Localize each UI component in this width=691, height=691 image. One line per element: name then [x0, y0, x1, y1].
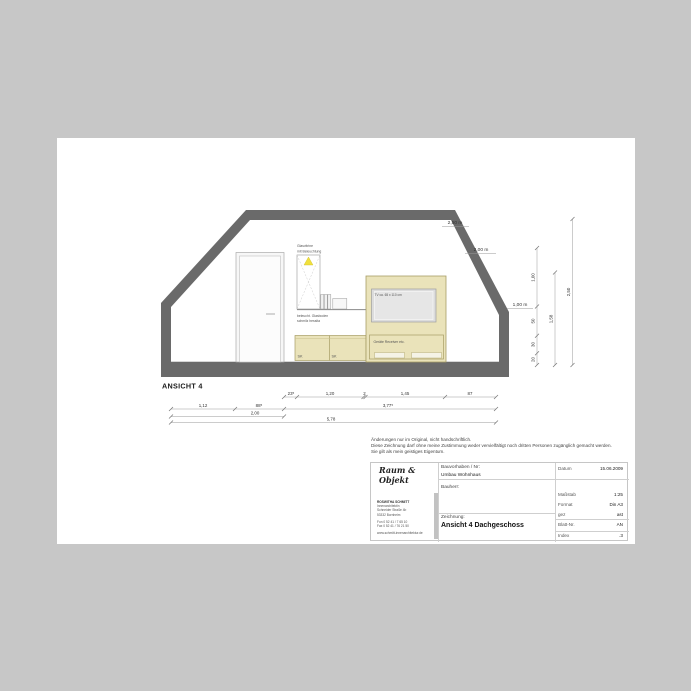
datum-value: 15.06.2009 [600, 465, 623, 471]
gez-label: gez [558, 512, 566, 517]
hdim-87: 87 [467, 390, 473, 396]
bauherr-label: Bauherr: [441, 484, 460, 490]
hdim-120: 1,20 [325, 390, 335, 396]
drawing-sheet [57, 138, 635, 544]
blatt-value: AN [616, 521, 623, 527]
sideboard-label-left: SK [297, 354, 303, 359]
sideboard [295, 336, 366, 361]
divider [438, 479, 629, 480]
vdim-seg-30: 30 [530, 342, 536, 347]
tv-size-label: TV ca. 65 x 110 cm [374, 293, 402, 297]
hdim-377-5: 3,77⁵ [382, 402, 394, 408]
firm-logo: Raum & Objekt [379, 465, 416, 485]
index-label: Index [558, 533, 570, 538]
devices-label: Geräte Receiver etc. [373, 340, 405, 344]
view-title: ANSICHT 4 [162, 381, 203, 391]
floor-slab [161, 362, 509, 377]
hdim-88-5: 88⁵ [255, 402, 263, 408]
hdim-112: 1,12 [198, 402, 208, 408]
height-label-100: 1,00 m [512, 303, 528, 308]
height-label-200: 2,00 m [473, 248, 489, 253]
firm-website: www.schmitt-innenarchitektur.de [377, 531, 423, 536]
divider [438, 513, 555, 514]
hdim-total-578: 5,78 [326, 416, 336, 422]
vdim-seg-20: 20 [530, 357, 536, 362]
massstab-label: Maßstab [558, 491, 576, 497]
vitrine-label-1: Glasvitrine [297, 244, 314, 248]
height-label-250: 2,50 m [447, 221, 463, 226]
index-value: .3 [619, 533, 623, 538]
firm-address [377, 500, 435, 535]
zeichnung-label: Zeichnung: [441, 514, 465, 520]
divider [555, 531, 629, 532]
vitrine-label-2: mit Beleuchtung [297, 249, 322, 254]
firm-line: Innenarchitektin [377, 504, 400, 509]
hdim-2: 2 [363, 390, 366, 396]
tv-wall-unit [366, 276, 446, 362]
format-label: Format [558, 502, 573, 507]
vdim-seg-50: 50 [530, 318, 536, 324]
firm-line: Schneider Straße 4b [377, 508, 407, 513]
glass-shelf-label-2: schmilz hessita [297, 319, 320, 323]
hdim-145: 1,45 [400, 390, 410, 396]
blatt-label: Blatt-Nr. [558, 521, 575, 527]
bauvorhaben-value: Umbau Wohnhaus [441, 472, 481, 478]
firm-phone: Fon 0 52 41 / 7 65 10 [377, 519, 408, 524]
note-line: Änderungen nur im Original, nicht handschriftlich. [371, 437, 472, 442]
divider [555, 519, 629, 520]
massstab-value: 1:25 [614, 491, 623, 497]
firm-line: 53332 Bornheim [377, 512, 401, 517]
note-line: Diese Zeichnung darf ohne meine Zustimmung weder vervielfältigt noch dritten Personen zugänglich gemacht werden. [371, 443, 612, 448]
firm-fax: Fax 0 52 41 / 76 21 50 [377, 524, 409, 529]
divider [438, 463, 439, 542]
firm-name: ROSWITHA SCHMITT [377, 500, 410, 504]
copyright-notes [371, 437, 687, 455]
vdim-span-250: 2,50 [566, 287, 571, 297]
gez-value: ast [616, 512, 623, 517]
vdim-span-158: 1,58 [548, 314, 554, 324]
zeichnung-value: Ansicht 4 Dachgeschoss [441, 521, 524, 529]
glass-vitrine [297, 255, 320, 309]
height-leader-lines [442, 227, 533, 309]
glass-shelf-label-1: beleucht. Glasboden [297, 313, 329, 318]
door [236, 253, 284, 363]
vdim-seg-100: 1,00 [530, 273, 536, 282]
note-line: Sie gilt als mein geistiges Eigentum. [371, 449, 445, 454]
title-block [370, 462, 628, 541]
hdim-23-5: 23⁵ [287, 390, 295, 396]
hdim-200: 2,00 [250, 410, 260, 416]
bauvorhaben-label: Bauvorhaben / Nr: [441, 464, 480, 470]
format-value: Din A3 [609, 502, 623, 507]
datum-label: Datum [558, 465, 572, 471]
sideboard-label-right: SK [331, 354, 337, 359]
